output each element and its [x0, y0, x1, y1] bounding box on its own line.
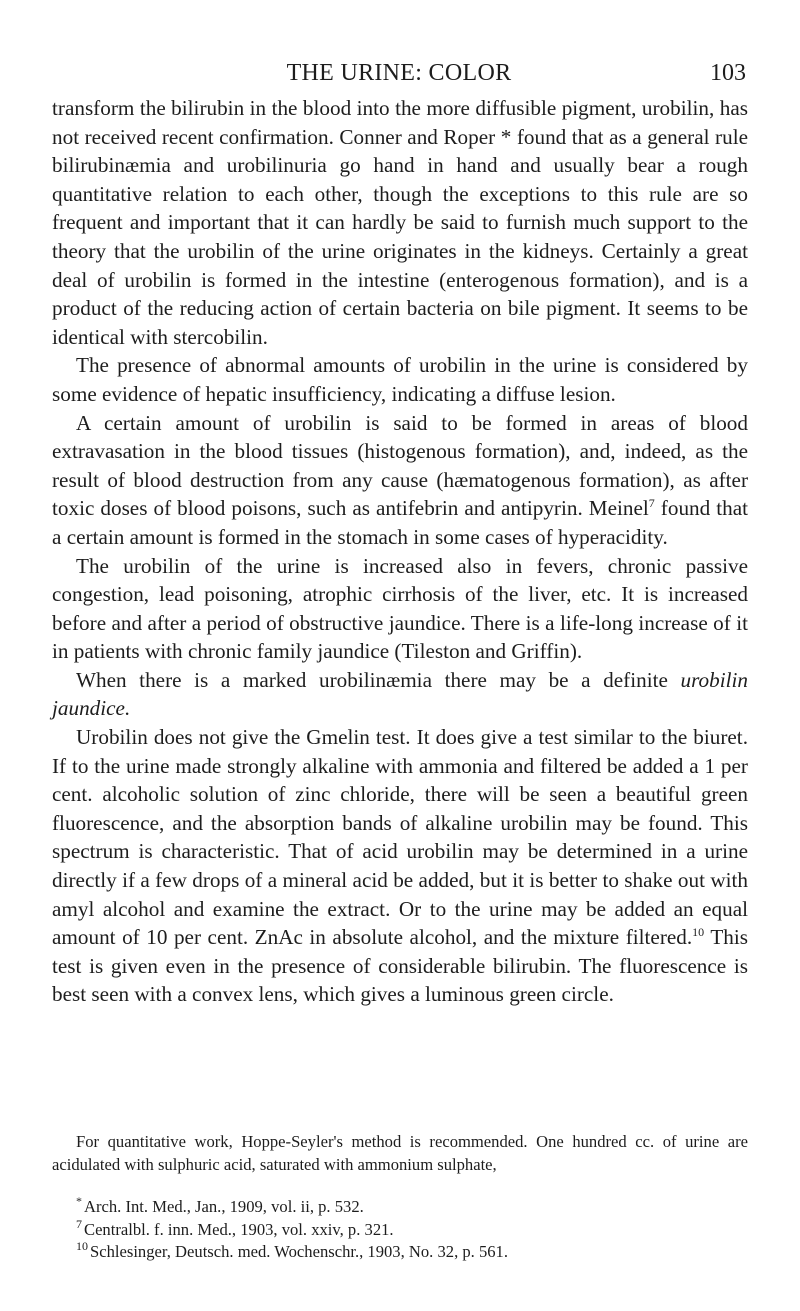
small-print-paragraph: For quantitative work, Hoppe-Seyler's method is recommended. One hundred cc. of urine are acidulated with sulphuric acid, saturated with ammonium sulphate, — [52, 1132, 748, 1174]
footnote-10 — [76, 1241, 748, 1264]
footnote-ref-7: 7 — [648, 496, 655, 511]
footnote-mark: * — [76, 1194, 82, 1209]
footnote-ref-10: 10 — [692, 925, 705, 940]
footnote-text: Centralbl. f. inn. Med., 1903, vol. xxiv, p. 321. — [84, 1219, 394, 1239]
footnote-star — [76, 1196, 748, 1219]
footnote-mark: 10 — [76, 1239, 88, 1254]
paragraph-5-part-a: When there is a marked urobilinæmia there may be a definite — [76, 667, 681, 692]
paragraph-3 — [52, 409, 748, 552]
paragraph-2: The presence of abnormal amounts of urobilin in the urine is considered by some evidence of hepatic insufficiency, indicating a diffuse lesion. — [52, 353, 748, 406]
page-header — [52, 56, 746, 90]
paragraph-6-part-a: Urobilin does not give the Gmelin test. It does give a test similar to the biuret. If to the urine made strongly alkaline with ammonia and filtered be added a 1 per cent. alcoholic solution of zinc chloride, there will be seen a beautiful green fluorescence, and the absorption bands of alkaline urobilin may be found. This spectrum is characteristic. That of acid urobilin may be determined in a urine directly if a few drops of a mineral acid be added, but it is better to shake out with amyl alcohol and examine the extract. Or to the urine may be added an equal amount of 10 per cent. ZnAc in absolute alcohol, and the mixture filtered. — [52, 725, 748, 950]
footnote-mark: 7 — [76, 1216, 82, 1231]
paragraph-1-part-b: found that as a general rule bilirubinæmia and urobilinuria go hand in hand and usually bear a rough quantitative relation to each other, though the exceptions to this rule are so frequent and important that it can hardly be said to furnish much support to the theory that the urobilin of the urine originates in the kidneys. Certainly a great deal of urobilin is formed in the intestine (enterogenous formation), and is a product of the reducing action of certain bacteria on bile pigment. It seems to be identical with stercobilin. — [52, 124, 748, 349]
paragraph-3-part-a: A certain amount of urobilin is said to be formed in areas of blood extravasation in the blood tissues (histogenous formation), and, indeed, as the result of blood destruction from any cause (hæmatogenous formation), as after toxic doses of blood poisons, such as antifebrin and antipyrin. Meinel — [52, 410, 748, 521]
running-head: THE URINE: COLOR — [286, 60, 512, 86]
footnotes — [76, 1196, 748, 1264]
footnote-text: Arch. Int. Med., Jan., 1909, vol. ii, p. 532. — [84, 1197, 364, 1216]
paragraph-3-part-b: found that a certain amount is formed in the stomach in some cases of hyperacidity. — [52, 496, 749, 549]
footnote-text: Schlesinger, Deutsch. med. Wochenschr., 1903, No. 32, p. 561. — [90, 1242, 509, 1261]
small-print-section — [52, 1131, 748, 1176]
paragraph-1 — [52, 94, 748, 351]
paragraph-4: The urobilin of the urine is increased also in fevers, chronic passive congestion, lead poisoning, atrophic cirrhosis of the liver, etc. It is increased before and after a period of obstructive jaundice. There is a life-long increase of it in patients with chronic family jaundice (Tileston and Griffin). — [52, 553, 748, 664]
paragraph-6-part-b: This test is given even in the presence of considerable bilirubin. The fluorescence is best seen with a convex lens, which gives a luminous green circle. — [52, 925, 748, 1007]
paragraph-1-part-a: transform the bilirubin in the blood into the more diffusible pigment, urobilin, has not received recent confirmation. Conner and Roper — [52, 96, 748, 149]
paragraph-5-emphasis: urobilin jaundice. — [52, 667, 748, 721]
footnote-7 — [76, 1216, 748, 1242]
paragraph-6 — [52, 723, 748, 1009]
paragraph-5 — [52, 666, 748, 723]
main-text — [52, 94, 748, 1009]
page-number: 103 — [710, 60, 746, 86]
footnote-ref-star: * — [500, 124, 512, 149]
